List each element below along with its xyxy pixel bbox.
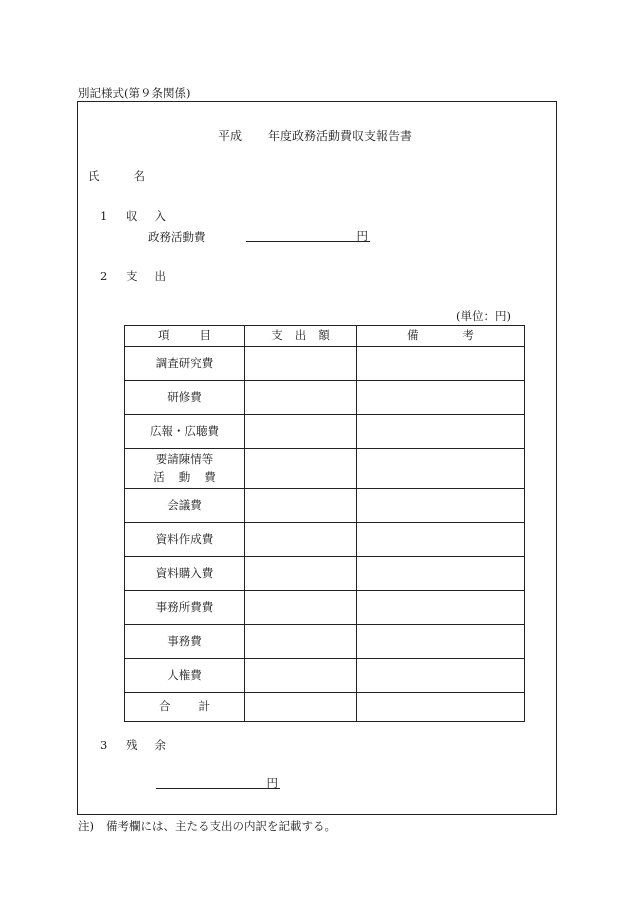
- remarks-cell[interactable]: [357, 523, 525, 557]
- remarks-cell[interactable]: [357, 591, 525, 625]
- row-label: 人権費: [125, 659, 245, 693]
- title-era: 平成: [217, 129, 242, 143]
- remarks-cell[interactable]: [357, 381, 525, 415]
- table-row: [125, 489, 525, 523]
- total-amount-cell[interactable]: [245, 693, 357, 722]
- amount-cell[interactable]: [245, 381, 357, 415]
- header-amount: 支 出 額: [245, 326, 357, 347]
- form-label: 別記様式(第９条関係): [78, 86, 191, 100]
- balance-amount-field[interactable]: [156, 775, 280, 789]
- remarks-cell[interactable]: [357, 415, 525, 449]
- table-row: [125, 449, 525, 489]
- remarks-cell[interactable]: [357, 625, 525, 659]
- row-label: 事務所費費: [125, 591, 245, 625]
- amount-cell[interactable]: [245, 625, 357, 659]
- amount-cell[interactable]: [245, 591, 357, 625]
- total-remarks-cell[interactable]: [357, 693, 525, 722]
- amount-cell[interactable]: [245, 415, 357, 449]
- unit-label: (単位：円): [456, 309, 511, 323]
- remarks-cell[interactable]: [357, 489, 525, 523]
- table-row: [125, 557, 525, 591]
- income-item-label: 政務活動費: [148, 230, 206, 244]
- name-label: 氏 名: [88, 169, 145, 183]
- remarks-cell[interactable]: [357, 449, 525, 489]
- amount-cell[interactable]: [245, 449, 357, 489]
- remarks-cell[interactable]: [357, 347, 525, 381]
- title-text: 年度政務活動費収支報告書: [268, 129, 413, 143]
- balance-heading: 3 残 余: [100, 738, 166, 752]
- expense-heading: 2 支 出: [100, 269, 166, 283]
- amount-cell[interactable]: [245, 523, 357, 557]
- row-label: 資料購入費: [125, 557, 245, 591]
- total-row: [125, 693, 525, 722]
- table-row: [125, 347, 525, 381]
- remarks-cell[interactable]: [357, 557, 525, 591]
- header-item: 項 目: [125, 326, 245, 347]
- remarks-cell[interactable]: [357, 659, 525, 693]
- table-row: [125, 381, 525, 415]
- table-row: [125, 625, 525, 659]
- total-label: 合 計: [125, 693, 245, 722]
- row-label: 事務費: [125, 625, 245, 659]
- amount-cell[interactable]: [245, 489, 357, 523]
- header-remarks: 備 考: [357, 326, 525, 347]
- balance-currency: 円: [266, 776, 278, 790]
- income-heading: 1 収 入: [100, 209, 166, 223]
- table-row: [125, 659, 525, 693]
- row-label: 広報・広聴費: [125, 415, 245, 449]
- table-row: [125, 415, 525, 449]
- table-row: [125, 591, 525, 625]
- row-label: 研修費: [125, 381, 245, 415]
- row-label: 資料作成費: [125, 523, 245, 557]
- amount-cell[interactable]: [245, 557, 357, 591]
- income-amount-field[interactable]: [246, 228, 370, 242]
- row-label: 要請陳情等 活 動 費: [125, 449, 245, 489]
- income-currency: 円: [356, 229, 368, 243]
- amount-cell[interactable]: [245, 347, 357, 381]
- table-header-row: [125, 326, 525, 347]
- row-label: 調査研究費: [125, 347, 245, 381]
- table-row: [125, 523, 525, 557]
- expense-table: [124, 325, 525, 722]
- report-title: [0, 127, 630, 144]
- footnote: 注) 備考欄には、主たる支出の内訳を記載する。: [78, 819, 336, 833]
- amount-cell[interactable]: [245, 659, 357, 693]
- row-label: 会議費: [125, 489, 245, 523]
